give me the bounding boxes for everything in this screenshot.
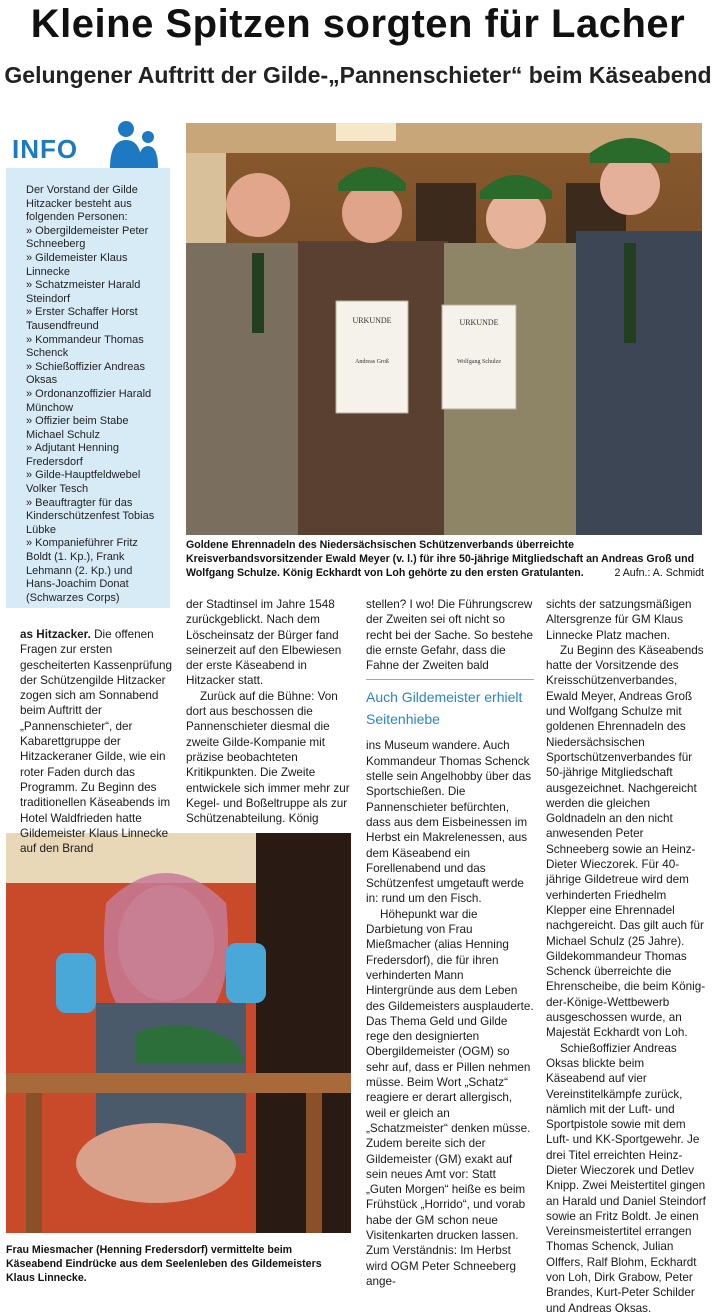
info-list-item: » Ordonanzoffizier Harald Münchow (26, 387, 152, 414)
certificate-right-title: URKUNDE (459, 318, 499, 327)
article-col3-p2: ins Museum wandere. Auch Kommandeur Thomas Schenck stelle sein Angelhobby über das Sportschießen. Die Pannenschieter befürchten, dass aus dem Eisbeinessen im Herbst ein Makrelenessen, aus dem Käseabend ein Forellenabend und das Schützenfest umgetauft werde in: rund um den Fisch. (366, 739, 532, 906)
article-col3-p1: stellen? I wo! Die Führungscrew der Zweiten sei oft nicht so recht bei der Sache. So bestehe die ernste Gefahr, dass die Fahne der Zweiten bald (366, 598, 533, 673)
performer-photo-illustration (6, 833, 351, 1233)
caption-bottom: Frau Miesmacher (Henning Fredersdorf) vermittelte beim Käseabend Eindrücke aus dem Seelenleben des Gildemeisters Klaus Linnecke. (6, 1244, 322, 1284)
article-placeline: as Hitzacker. (20, 628, 91, 641)
info-list (26, 184, 162, 605)
caption-top (186, 538, 704, 580)
caption-top-text: Goldene Ehrennadeln des Niedersächsischen Schützenverbands überreichte Kreisverbandsvorsitzender Ewald Meyer (v. l.) für ihre 50-jährige Mitgliedschaft an Andreas Groß und Wolfgang Schulze. König Eckhardt von Loh gehörte zu den ersten Gratulanten. (186, 539, 695, 579)
info-list-item: » Obergildemeister Peter Schneeberg (26, 224, 149, 251)
certificate-left-name: Andreas Groß (355, 359, 389, 365)
article-column-3 (366, 597, 534, 1289)
info-list-item: » Gildemeister Klaus Linnecke (26, 251, 128, 278)
article-subheading: Auch Gildemeister erhielt Seitenhiebe (366, 679, 534, 730)
article-column-4 (546, 597, 706, 1316)
article-col4-p1: sichts der satzungsmäßigen Altersgrenze für GM Klaus Linnecke Platz machen. (546, 598, 692, 642)
info-list-item: » Kompanieführer Fritz Boldt (1. Kp.), Frank Lehmann (2. Kp.) und Hans-Joachim Donat (Schwarzes Corps) (26, 537, 138, 604)
info-list-item: » Erster Schaffer Horst Tausendfreund (26, 306, 138, 332)
info-title: INFO (12, 134, 79, 164)
info-list-item: » Schatzmeister Harald Steindorf (26, 279, 141, 305)
info-list-item: » Adjutant Henning Fredersdorf (26, 442, 119, 468)
info-list-item: Der Vorstand der Gilde Hitzacker besteht aus folgenden Personen: (26, 184, 138, 224)
subheadline: Gelungener Auftritt der Gilde-„Pannenschieter“ beim Käseabend (4, 62, 712, 88)
article-col2-p2: Zurück auf die Bühne: Von dort aus beschossen die Pannenschieter diesmal die zweite Gilde-Kompanie mit präzise beobachteten Kritikpunkten. Die Zweite entwickele sich immer mehr zur Kegel- und Boßeltruppe als zur Schützenabteilung. König (186, 689, 350, 826)
headline: Kleine Spitzen sorgten für Lacher (30, 2, 686, 46)
article-col3-p3: Höhepunkt war die Darbietung von Frau Mießmacher (alias Henning Fredersdorf), die für ihren verhinderten Mann Hintergründe aus dem Leben des Gildemeisters ausplauderte. Das Thema Geld und Gilde rege den designierten Obergildemeister (OGM) so sehr auf, dass er Pillen nehmen müsse. Beim Wort „Schatz“ reagiere er derart allergisch, weil er gleich an „Schatzmeister“ denken müsse. Zudem bereite sich der Gildemeister (GM) exakt auf sein neues Amt vor: Statt „Guten Morgen“ heiße es beim Frühstück „Horrido“, und vorab habe der GM schon neue Visitenkarten drucken lassen. Zum Verständnis: Im Herbst wird OGM Peter Schneeberg ange- (366, 907, 534, 1288)
article-col4-p3: Schießoffizier Andreas Oksas blickte beim Käseabend auf vier Vereinstitelkämpfe zurück, nämlich mit der Luft- und Sportpistole sowie mit dem Luft- und KK-Sportgewehr. Je drei Titel erreichten Heinz-Dieter Wieczorek und Detlev Knipp. Zwei Meistertitel gingen an Harald und Daniel Steindorf sowie an Fritz Boldt. Je einen Vereinsmeistertitel errangen Thomas Schenck, Julian Olffers, Ralf Blohm, Eckhardt von Loh, Dirk Grabow, Peter Brandes, Kurt-Peter Schilder und Andreas Oksas. (546, 1041, 706, 1315)
article-column-2 (186, 597, 351, 826)
article-col1-text: Die offenen Fragen zur ersten gescheiterten Kassenprüfung der Schützengilde Hitzacker zogen sich am Sonnabend beim Auftritt der „Pannenschieter“, der Kabarettgruppe der Hitzackeraner Gilde, wie ein roter Faden durch das Programm. Zu Beginn des traditionellen Käseabends im Hotel Waldfrieden hatte Gildemeister Klaus Linnecke auf den Brand (20, 628, 173, 856)
article-col4-p2: Zu Beginn des Käseabends hatte der Vorsitzende des Kreisschützenverbandes, Ewald Meyer, Andreas Groß und Wolfgang Schulze mit goldenen Ehrennadeln des Niedersächsischen Sportschützenverbandes für 50-jährige Mitgliedschaft ausgezeichnet. Nachgereicht werden die gleichen Goldnadeln an den nicht anwesenden Peter Schneeberg sowie an Heinz-Dieter Wieczorek. Für 40-jährige Gildetreue wird dem verhinderten Friedhelm Klepper eine Ehrennadel nachgereicht. Das gilt auch für Michael Schulz (25 Jahre). Gildekommandeur Thomas Schenck überreichte die Ehrenscheibe, die beim König-der-Könige-Wettbewerb ausgeschossen wurde, an Majestät Eckhardt von Loh. (546, 643, 706, 1040)
photo-credit: 2 Aufn.: A. Schmidt (614, 567, 704, 579)
article-column-1 (20, 627, 178, 856)
award-photo (186, 123, 702, 535)
info-list-item: » Gilde-Hauptfeldwebel Volker Tesch (26, 469, 141, 496)
info-box (6, 168, 170, 608)
certificate-right-name: Wolfgang Schulze (456, 359, 502, 365)
article-col2-p1: der Stadtinsel im Jahre 1548 zurückgeblickt. Nach dem Löscheinsatz der Bürger fand seinerzeit auf den Elbewiesen der erste Käseabend in Hitzacker statt. (186, 598, 342, 688)
info-list-item: » Offizier beim Stabe Michael Schulz (26, 415, 129, 441)
people-icon (106, 120, 160, 168)
info-list-item: » Schießoffizier Andreas Oksas (26, 360, 146, 387)
certificate-left-title: URKUNDE (352, 316, 392, 325)
info-list-item: » Kommandeur Thomas Schenck (26, 333, 144, 360)
performer-photo (6, 833, 351, 1233)
info-list-item: » Beauftragter für das Kinderschützenfest Tobias Lübke (26, 496, 155, 536)
award-photo-illustration (186, 123, 702, 535)
